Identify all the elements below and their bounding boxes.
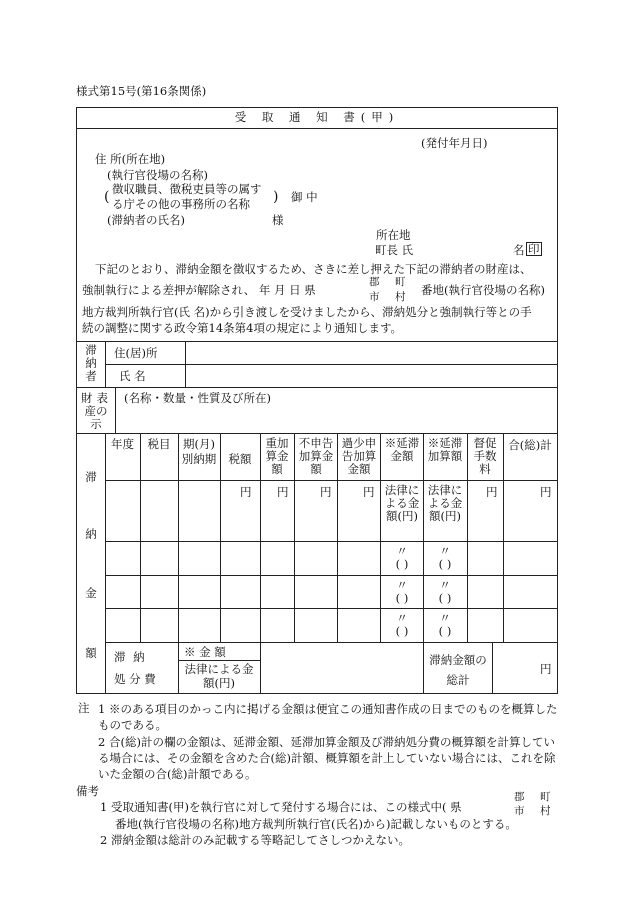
- col-line-9: [467, 433, 468, 642]
- amounts-label-divider: [105, 433, 106, 694]
- cost-note: ※ 金 額: [184, 645, 226, 659]
- hdr-total: 合(総)計: [508, 438, 552, 452]
- debtor-name-field-label: 氏 名: [119, 369, 146, 383]
- property-label-divider: [115, 387, 116, 433]
- hdr-fee: 督促手数料: [473, 436, 497, 476]
- unit-total: 円: [540, 485, 552, 499]
- remark-1a: 1 受取通知書(甲)を執行官に対して発付する場合には、この様式中( 県: [100, 800, 462, 814]
- property-top-line: [76, 387, 558, 388]
- ditto-1b: 〃 ( ): [438, 544, 452, 571]
- unit-tax-amount: 円: [240, 485, 252, 499]
- property-label-a: 財表: [81, 391, 112, 405]
- title-divider: [76, 128, 558, 129]
- note-1: 1 ※のある項目のかっこ内に掲げる金額は便宜この通知書作成の日までのものを概算したものである。: [98, 702, 558, 732]
- col-line-1: [140, 433, 141, 642]
- col-line-8: [423, 433, 424, 694]
- property-bottom-line: [76, 433, 558, 434]
- hdr-delinquency: ※延滞金額: [384, 436, 420, 463]
- ditto-3b: 〃 ( ): [438, 611, 452, 638]
- bracket-open: (: [104, 189, 110, 205]
- grand-total-divider: [492, 642, 493, 694]
- official-line-2: る庁その他の事務所の名称: [112, 197, 250, 211]
- debtor-label-divider: [105, 341, 106, 387]
- unit-under-report: 円: [363, 485, 375, 499]
- hdr-non-report: 不申告加算金額: [298, 436, 334, 476]
- ditto-2a: 〃 ( ): [395, 578, 409, 605]
- col-line-4: [260, 433, 261, 694]
- body-cho: 町: [395, 276, 406, 288]
- amounts-header-line: [105, 480, 558, 481]
- hdr-tax-item: 税目: [147, 437, 171, 451]
- debtor-top-line: [76, 341, 558, 342]
- body-line-2b: 番地(執行官役場の名称): [421, 283, 545, 297]
- amounts-row-line-3: [105, 608, 558, 609]
- issue-date: (発付年月日): [421, 136, 488, 150]
- amounts-row-line-2: [105, 575, 558, 576]
- hdr-delinquency-add: ※延滞加算額: [427, 436, 463, 463]
- sender-mayor: 町長 氏: [375, 243, 414, 257]
- unit-fee: 円: [486, 485, 498, 499]
- body-shi: 市: [369, 291, 380, 303]
- debtor-mid-line: [105, 364, 558, 365]
- property-label-b: 産の示: [84, 404, 108, 431]
- amounts-label-1: 納: [85, 527, 97, 541]
- unit-non-report: 円: [320, 485, 332, 499]
- grand-total-label: 滞納金額の総計: [429, 653, 487, 687]
- amounts-label-0: 滞: [85, 470, 97, 484]
- form-number: 様式第15号(第16条関係): [76, 84, 207, 98]
- amounts-label-2: 金: [85, 586, 97, 600]
- ditto-2b: 〃 ( ): [438, 578, 452, 605]
- body-son: 村: [395, 291, 406, 303]
- notes-label: 注: [78, 701, 90, 715]
- note-2: 2 合(総)計の欄の金額は、延滞金額、延滞加算金額及び滞納処分費の概算額を計算している場合には、その金額を含めた合(総)計額、概算額を計上していない場合には、これを除いた金額の合(総)計額である。: [98, 735, 556, 781]
- legal-delinquency: 法律による金額(円): [384, 483, 420, 523]
- property-desc: (名称・数量・性質及び所在): [124, 391, 271, 405]
- remark-2: 2 滞納金額は総計のみ記載する等略記してさしつかえない。: [100, 833, 410, 847]
- body-line-1: 下記のとおり、滞納金額を徴収するため、さきに差し押えた下記の滞納者の財産は、: [95, 262, 532, 276]
- ditto-3a: 〃 ( ): [395, 611, 409, 638]
- remark-shi: 市: [514, 805, 525, 817]
- col-line-5: [294, 433, 295, 642]
- sender-location: 所在地: [376, 228, 411, 242]
- hdr-period: 期(月)別納期: [181, 437, 217, 466]
- hdr-under-report: 過少申告加算金額: [341, 436, 377, 476]
- unit-heavy-add: 円: [277, 485, 289, 499]
- remark-1b: 番地(執行官役場の名称)地方裁判所執行官(氏名)から)記載しないものとする。: [115, 817, 517, 831]
- ditto-1a: 〃 ( ): [395, 544, 409, 571]
- col-line-10: [503, 433, 504, 642]
- legal-delinquency-add: 法律による金額(円): [427, 483, 463, 523]
- debtor-field-divider: [185, 341, 186, 387]
- debtor-label: 滞納者: [85, 343, 97, 383]
- seal-mark: 印: [528, 242, 540, 256]
- addressee-address: 住 所(所在地): [95, 152, 166, 166]
- bracket-close: ): [273, 189, 279, 205]
- col-line-2: [178, 433, 179, 694]
- remark-son: 村: [540, 805, 551, 817]
- remark-gun: 郡: [514, 791, 525, 803]
- col-line-6: [337, 433, 338, 642]
- official-line-1: 徴収職員、徴税吏員等の属す: [112, 182, 262, 196]
- body-line-4: 続の調整に関する政令第14条第4項の規定により通知します。: [82, 321, 403, 335]
- debtor-address-label: 住(居)所: [114, 346, 158, 360]
- amounts-row-line-1: [105, 541, 558, 542]
- body-gun: 郡: [369, 276, 380, 288]
- cost-inner-line: [178, 660, 260, 661]
- onchu: 御 中: [291, 190, 318, 204]
- remark-cho: 町: [540, 791, 551, 803]
- hdr-year: 年度: [111, 437, 134, 451]
- debtor-name-label: (滞納者の氏名): [107, 213, 185, 227]
- cost-label-b: 処 分 費: [114, 672, 156, 686]
- remarks-label: 備考: [76, 784, 99, 798]
- sama: 様: [272, 213, 284, 227]
- sender-mei: 名: [513, 243, 525, 257]
- amounts-row-line-4: [105, 642, 558, 643]
- amounts-label-3: 額: [85, 646, 97, 660]
- body-line-3: 地方裁判所執行官(氏 名)から引き渡しを受けましたから、滞納処分と強制執行等との手: [82, 305, 532, 319]
- form-title: 受 取 通 知 書(甲): [234, 110, 400, 124]
- body-line-2a: 強制執行による差押が解除され、 年 月 日 県: [82, 283, 316, 297]
- hdr-heavy-add: 重加算金額: [265, 436, 289, 476]
- office-name: (執行官役場の名称): [107, 168, 208, 182]
- col-line-7: [380, 433, 381, 642]
- hdr-tax-amount: 税額: [228, 452, 252, 466]
- cost-legal: 法律による金額(円): [184, 662, 254, 690]
- grand-total-unit: 円: [540, 662, 552, 676]
- cost-label-a: 滞 納: [114, 650, 147, 664]
